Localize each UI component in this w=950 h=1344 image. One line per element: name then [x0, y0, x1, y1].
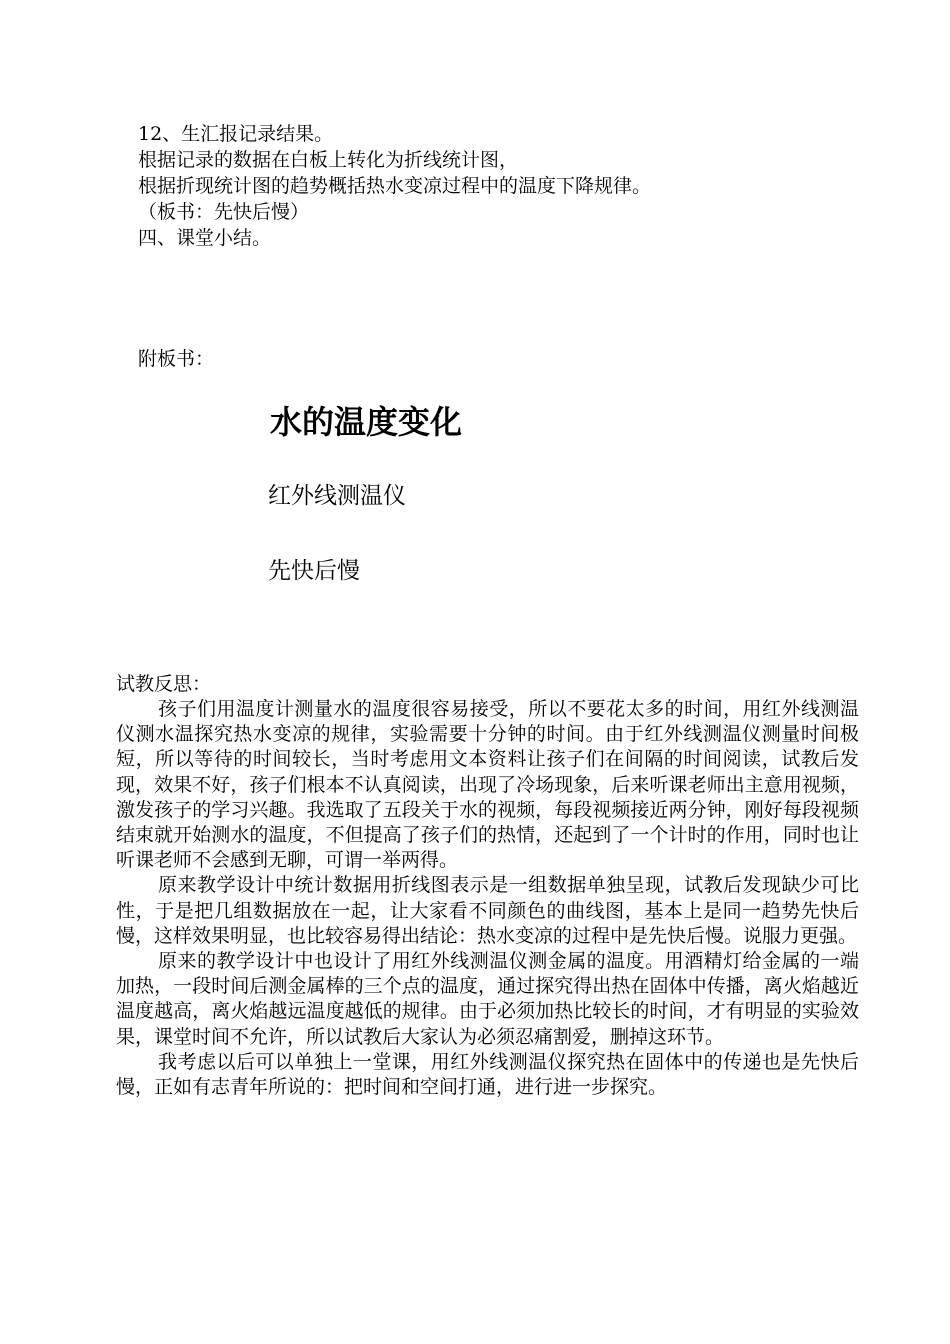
board-title: 水的温度变化 — [270, 403, 463, 441]
step-line: 根据折现统计图的趋势概括热水变凉过程中的温度下降规律。 — [138, 175, 652, 197]
step-line: 根据记录的数据在白板上转化为折线统计图， — [138, 149, 519, 171]
lesson-steps — [138, 121, 858, 251]
reflection-paragraph: 原来教学设计中统计数据用折线图表示是一组数据单独呈现，试教后发现缺少可比性，于是把几组数据放在一起，让大家看不同颜色的曲线图，基本上是同一趋势先快后慢，这样效果明显，也比较容易得出结论：热水变凉的过程中是先快后慢。说服力更强。 — [116, 874, 859, 947]
step-line: （板书：先快后慢） — [138, 201, 310, 223]
reflection-paragraph: 我考虑以后可以单独上一堂课，用红外线测温仪探究热在固体中的传递也是先快后慢，正如有志青年所说的：把时间和空间打通，进行进一步探究。 — [116, 1050, 859, 1099]
reflection-paragraph: 孩子们用温度计测量水的温度很容易接受，所以不要花太多的时间，用红外线测温仪测水温探究热水变凉的规律，实验需要十分钟的时间。由于红外线测温仪测量时间极短，所以等待的时间较长，当时考虑用文本资料让孩子们在间隔的时间阅读，试教后发现，效果不好，孩子们根本不认真阅读，出现了冷场现象，后来听课老师出主意用视频，激发孩子的学习兴趣。我选取了五段关于水的视频，每段视频接近两分钟，刚好每段视频结束就开始测水的温度，不但提高了孩子们的热情，还起到了一个计时的作用，同时也让听课老师不会感到无聊，可谓一举两得。 — [116, 698, 859, 872]
board-item-fast-then-slow: 先快后慢 — [268, 558, 360, 584]
step-line: 12、生汇报记录结果。 — [138, 123, 334, 145]
board-item-infrared-thermometer: 红外线测温仪 — [268, 483, 406, 509]
teaching-reflection — [116, 672, 859, 1100]
reflection-paragraph: 原来的教学设计中也设计了用红外线测温仪测金属的温度。用酒精灯给金属的一端加热，一段时间后测金属棒的三个点的温度，通过探究得出热在固体中传播，离火焰越近温度越高，离火焰越远温度越低的规律。由于必须加热比较长的时间，才有明显的实验效果，课堂时间不允许，所以试教后大家认为必须忍痛割爱，删掉这环节。 — [116, 950, 859, 1048]
reflection-title: 试教反思： — [116, 673, 212, 695]
step-line: 四、课堂小结。 — [138, 227, 272, 249]
board-label: 附板书： — [138, 348, 215, 370]
